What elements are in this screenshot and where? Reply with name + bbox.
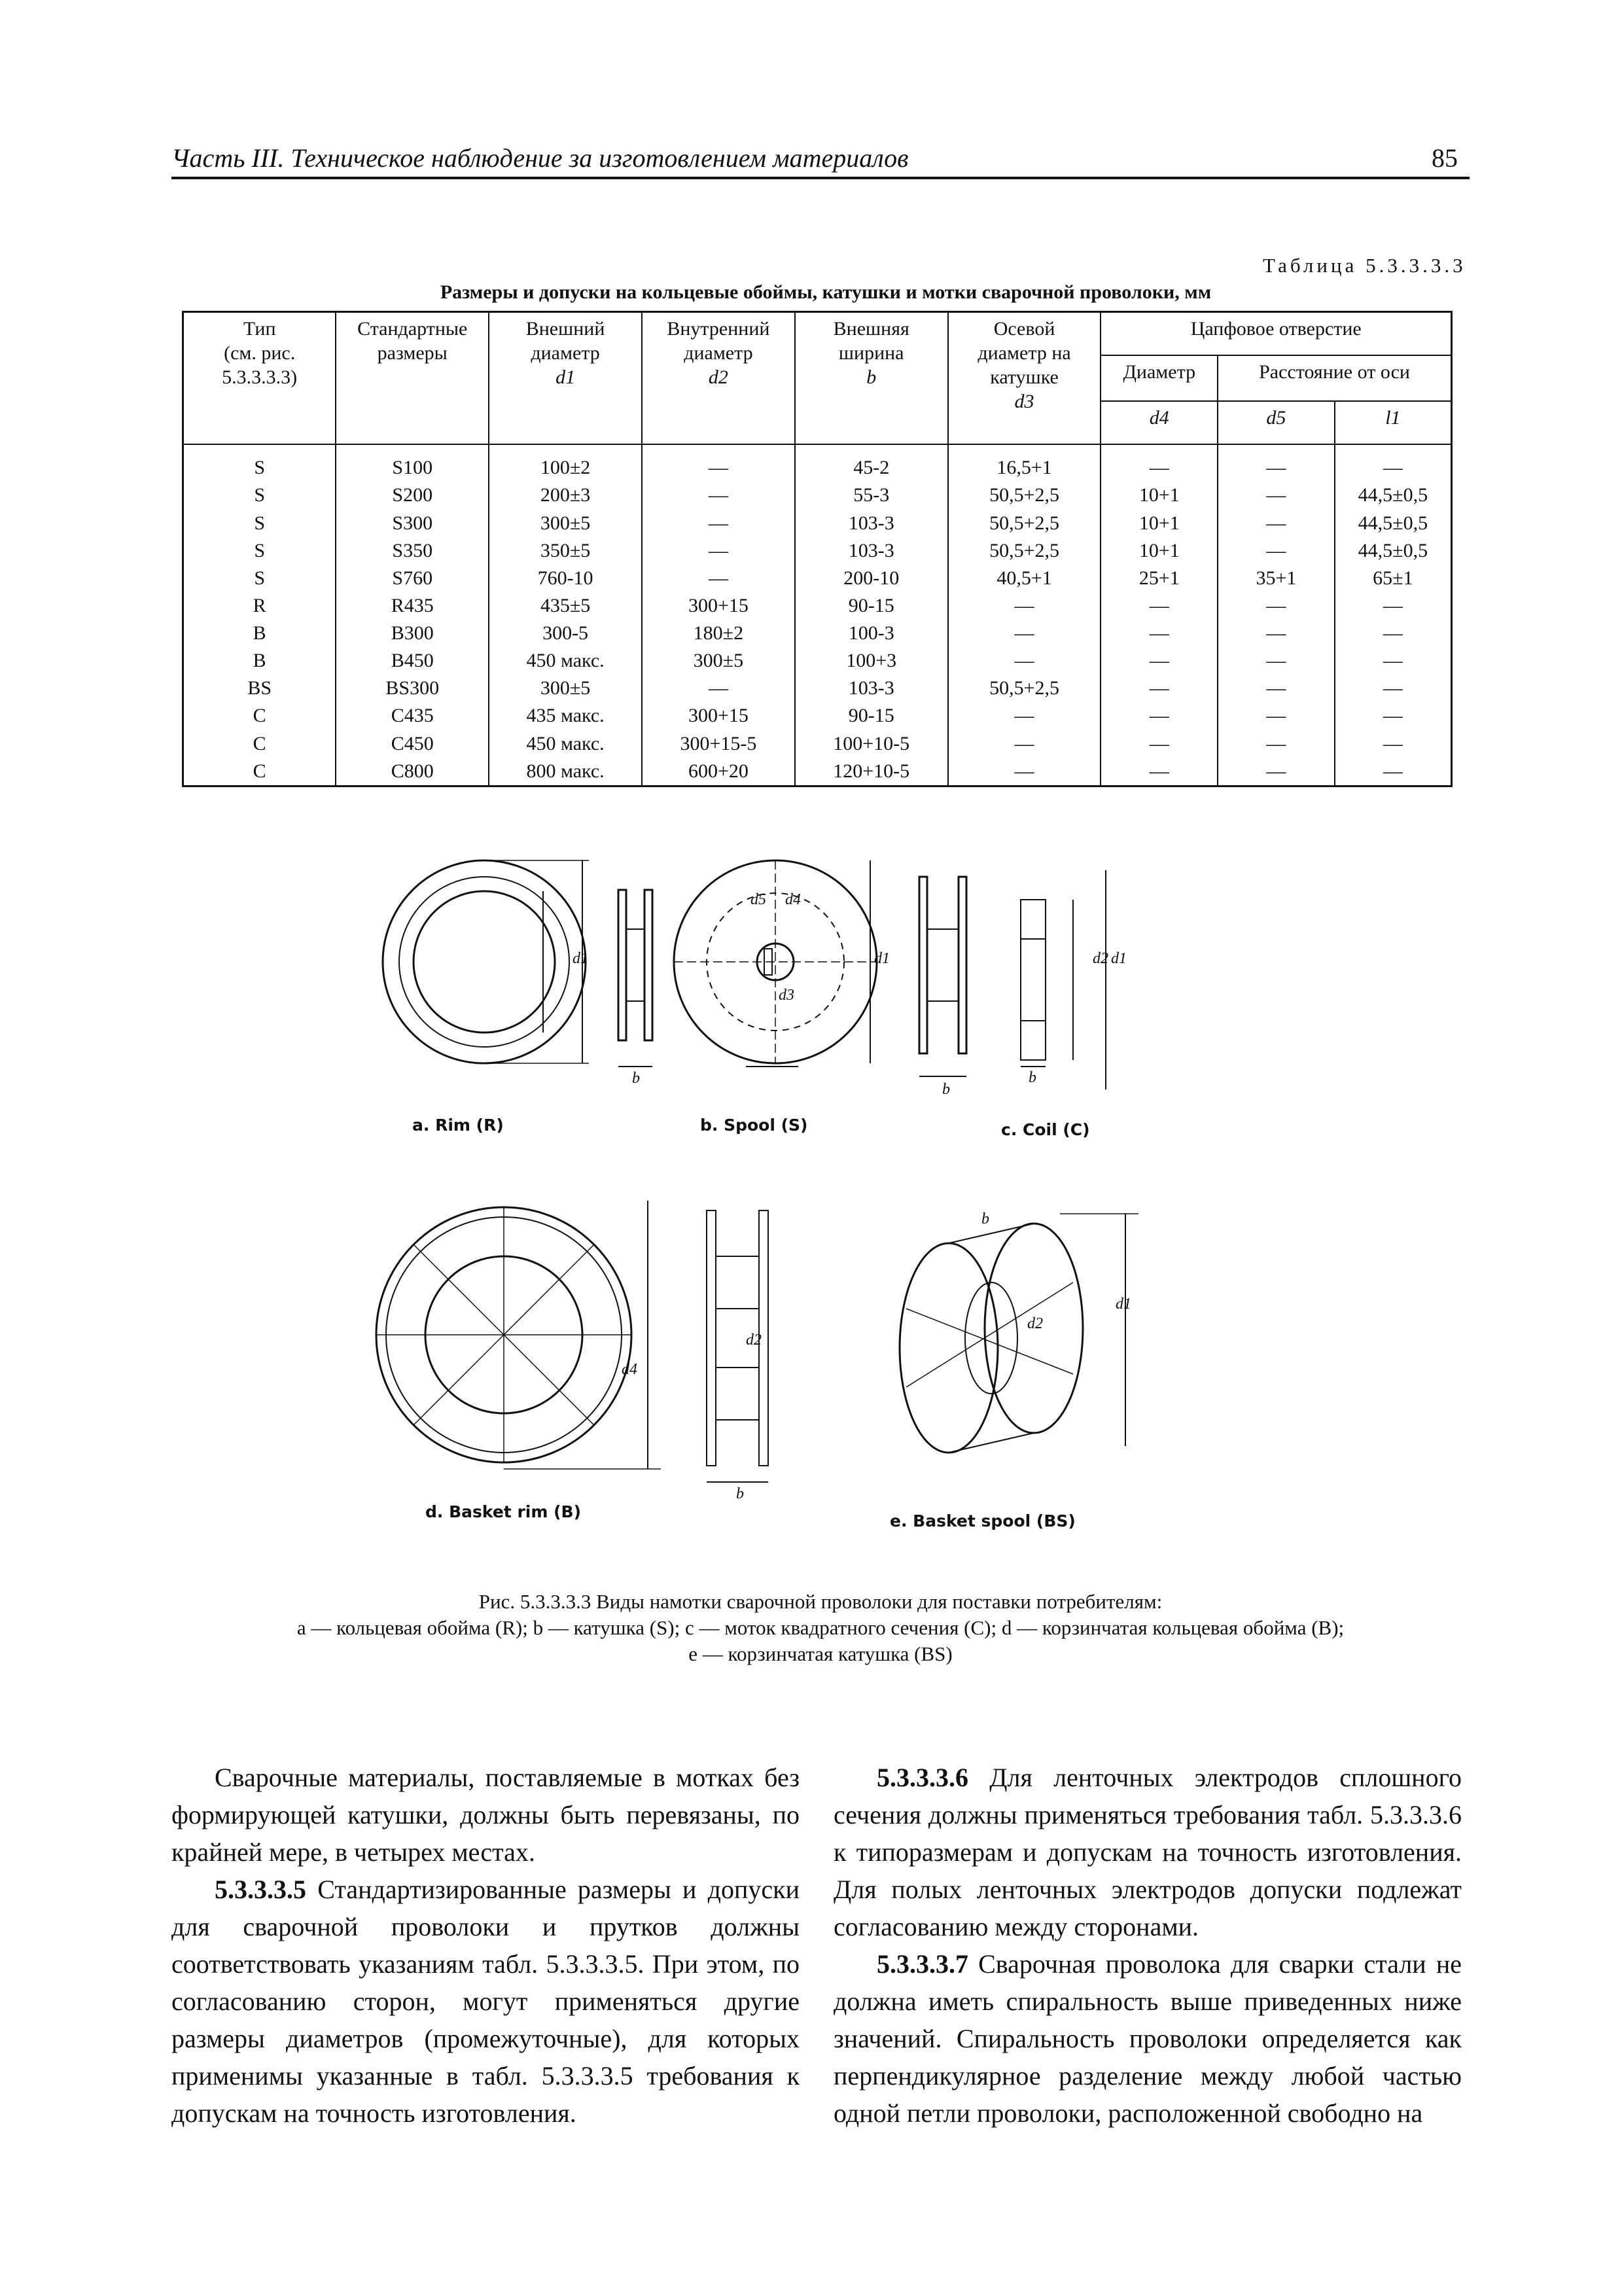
table-cell: — bbox=[1218, 444, 1335, 482]
table-cell: — bbox=[1218, 730, 1335, 758]
table-cell: — bbox=[1218, 758, 1335, 786]
table-cell: — bbox=[1101, 620, 1218, 647]
table-cell: 50,5+2,5 bbox=[948, 675, 1101, 702]
basket-spool-b-label: b bbox=[981, 1210, 989, 1227]
header-l1: l1 bbox=[1335, 401, 1452, 444]
table-cell: — bbox=[1218, 482, 1335, 509]
caption-rim: a. Rim (R) bbox=[412, 1116, 504, 1135]
table-cell: 760-10 bbox=[489, 565, 642, 592]
table-cell: 103-3 bbox=[795, 675, 948, 702]
table-cell: — bbox=[1101, 592, 1218, 620]
running-header: Часть III. Техническое наблюдение за изготовлением материалов bbox=[171, 143, 909, 173]
table-cell: 100+10-5 bbox=[795, 730, 948, 758]
table-cell: — bbox=[1101, 730, 1218, 758]
table-cell: 100+3 bbox=[795, 647, 948, 675]
basket-rim-b-label: b bbox=[736, 1485, 744, 1502]
table-cell: S350 bbox=[336, 537, 489, 565]
table-cell: B450 bbox=[336, 647, 489, 675]
table-cell: — bbox=[948, 730, 1101, 758]
table-cell: S200 bbox=[336, 482, 489, 509]
table-cell: 300±5 bbox=[642, 647, 795, 675]
header-outer-width: Внешняя ширина b bbox=[795, 312, 948, 444]
header-axial-diameter: Осевой диаметр на катушке d3 bbox=[948, 312, 1101, 444]
header-standard-sizes: Стандартные размеры bbox=[336, 312, 489, 444]
table-cell: BS300 bbox=[336, 675, 489, 702]
table-cell: — bbox=[1218, 675, 1335, 702]
table-cell: — bbox=[1335, 758, 1452, 786]
paragraph-5-3-3-3-6: 5.3.3.3.6 Для ленточных электродов сплошного сечения должны применяться требования табл. 5.3.3.3.6 к типоразмерам и допускам на точность изготовления. Для полых ленточных электродов допуски подлежат согласованию между сторонами. bbox=[834, 1763, 1462, 1941]
section-number: 5.3.3.3.6 bbox=[877, 1763, 968, 1792]
table-cell: — bbox=[1101, 675, 1218, 702]
table-cell: 44,5±0,5 bbox=[1335, 482, 1452, 509]
table-cell: 103-3 bbox=[795, 510, 948, 537]
figure-caption-line-1: Рис. 5.3.3.3.3 Виды намотки сварочной проволоки для поставки потребителям: bbox=[478, 1590, 1163, 1613]
table-cell: 180±2 bbox=[642, 620, 795, 647]
table-cell: 300-5 bbox=[489, 620, 642, 647]
table-cell: 16,5+1 bbox=[948, 444, 1101, 482]
table-row bbox=[183, 675, 1452, 702]
table-cell: — bbox=[948, 620, 1101, 647]
table-cell: S bbox=[183, 482, 336, 509]
table-cell: 100±2 bbox=[489, 444, 642, 482]
table-cell: C bbox=[183, 730, 336, 758]
section-number: 5.3.3.3.5 bbox=[215, 1875, 306, 1904]
rim-d1-label: d1 bbox=[573, 950, 588, 967]
table-cell: B bbox=[183, 620, 336, 647]
table-cell: 50,5+2,5 bbox=[948, 482, 1101, 509]
basket-spool-d2-label: d2 bbox=[1027, 1315, 1043, 1332]
table-row bbox=[183, 482, 1452, 509]
table-cell: 300+15-5 bbox=[642, 730, 795, 758]
table-cell: 10+1 bbox=[1101, 482, 1218, 509]
table-cell: — bbox=[1218, 702, 1335, 730]
table-cell: — bbox=[1335, 730, 1452, 758]
caption-basket-spool: e. Basket spool (BS) bbox=[890, 1511, 1076, 1530]
table-cell: 10+1 bbox=[1101, 537, 1218, 565]
header-rule bbox=[171, 177, 1470, 179]
page-number: 85 bbox=[1432, 143, 1458, 173]
header-pin-hole: Цапфовое отверстие bbox=[1101, 312, 1451, 355]
table-cell: 90-15 bbox=[795, 592, 948, 620]
table-row bbox=[183, 592, 1452, 620]
header-d4: d4 bbox=[1101, 401, 1218, 444]
figure-caption-line-2: а — кольцевая обойма (R); b — катушка (S); c — моток квадратного сечения (C); d — корзинчатая кольцевая обойма (B); bbox=[296, 1616, 1345, 1639]
table-row bbox=[183, 510, 1452, 537]
header-pin-distance: Расстояние от оси bbox=[1218, 355, 1451, 401]
figure-row-2 bbox=[353, 1178, 1217, 1505]
table-cell: 50,5+2,5 bbox=[948, 510, 1101, 537]
table-cell: S bbox=[183, 537, 336, 565]
table-cell: — bbox=[1218, 620, 1335, 647]
table-row bbox=[183, 620, 1452, 647]
coil-b-label: b bbox=[1029, 1069, 1036, 1086]
table-cell: 90-15 bbox=[795, 702, 948, 730]
table-cell: — bbox=[948, 758, 1101, 786]
table-cell: — bbox=[1218, 510, 1335, 537]
spool-d3-label: d3 bbox=[779, 987, 794, 1004]
table-cell: 450 макс. bbox=[489, 730, 642, 758]
caption-basket-rim: d. Basket rim (B) bbox=[425, 1502, 582, 1521]
table-cell: S100 bbox=[336, 444, 489, 482]
rim-b-label: b bbox=[632, 1070, 640, 1087]
figure-caption bbox=[171, 1589, 1470, 1667]
table-cell: — bbox=[1335, 592, 1452, 620]
table-cell: — bbox=[1335, 647, 1452, 675]
table-cell: 435 макс. bbox=[489, 702, 642, 730]
header-inner-diameter: Внутренний диаметр d2 bbox=[642, 312, 795, 444]
header-pin-diameter: Диаметр bbox=[1101, 355, 1218, 401]
table-row bbox=[183, 758, 1452, 786]
table-cell: — bbox=[642, 482, 795, 509]
table-cell: R bbox=[183, 592, 336, 620]
table-cell: S bbox=[183, 444, 336, 482]
caption-coil: c. Coil (C) bbox=[1001, 1120, 1090, 1139]
table-row bbox=[183, 702, 1452, 730]
table-cell: 200-10 bbox=[795, 565, 948, 592]
table-cell: — bbox=[1218, 537, 1335, 565]
table-cell: 35+1 bbox=[1218, 565, 1335, 592]
table-cell: — bbox=[1218, 647, 1335, 675]
body-left-column bbox=[171, 1759, 800, 2132]
table-cell: B bbox=[183, 647, 336, 675]
table-cell: — bbox=[1101, 647, 1218, 675]
table-cell: R435 bbox=[336, 592, 489, 620]
table-cell: 800 макс. bbox=[489, 758, 642, 786]
table-cell: — bbox=[1101, 702, 1218, 730]
table-cell: 44,5±0,5 bbox=[1335, 510, 1452, 537]
table-cell: S760 bbox=[336, 565, 489, 592]
table-cell: 103-3 bbox=[795, 537, 948, 565]
table-cell: 300+15 bbox=[642, 592, 795, 620]
table-cell: — bbox=[1335, 675, 1452, 702]
table-cell: — bbox=[1335, 444, 1452, 482]
table-cell: 40,5+1 bbox=[948, 565, 1101, 592]
table-cell: 50,5+2,5 bbox=[948, 537, 1101, 565]
section-number: 5.3.3.3.7 bbox=[877, 1949, 968, 1979]
table-cell: — bbox=[642, 565, 795, 592]
table-row bbox=[183, 537, 1452, 565]
table-label: Таблица 5.3.3.3.3 bbox=[1263, 254, 1466, 277]
table-cell: BS bbox=[183, 675, 336, 702]
spool-d5-label: d5 bbox=[750, 891, 766, 908]
table-cell: — bbox=[948, 647, 1101, 675]
table-row bbox=[183, 444, 1452, 482]
table-row bbox=[183, 647, 1452, 675]
table-cell: C450 bbox=[336, 730, 489, 758]
paragraph-5-3-3-3-5: 5.3.3.3.5 Стандартизированные размеры и допуски для сварочной проволоки и прутков должны соответствовать указаниям табл. 5.3.3.3.5. При этом, по согласованию сторон, могут применяться другие размеры диаметров (промежуточные), для которых применимы указанные в табл. 5.3.3.3.5 требования к допускам на точность изготовления. bbox=[171, 1875, 800, 2128]
coil-d1-label: d1 bbox=[1111, 950, 1127, 967]
table-cell: 600+20 bbox=[642, 758, 795, 786]
figure-caption-line-3: е — корзинчатая катушка (BS) bbox=[688, 1642, 953, 1665]
table-cell: C435 bbox=[336, 702, 489, 730]
paragraph-5-3-3-3-7: 5.3.3.3.7 Сварочная проволока для сварки стали не должна иметь спиральность выше приведенных ниже значений. Спиральность проволоки определяется как перпендикулярное разделение между любой частью одной петли проволоки, расположенной свободно на bbox=[834, 1949, 1462, 2128]
table-cell: 350±5 bbox=[489, 537, 642, 565]
table-cell: — bbox=[642, 510, 795, 537]
table-cell: — bbox=[642, 444, 795, 482]
table-cell: 10+1 bbox=[1101, 510, 1218, 537]
table-cell: 45-2 bbox=[795, 444, 948, 482]
body-right-column bbox=[834, 1759, 1462, 2132]
header-d5: d5 bbox=[1218, 401, 1335, 444]
table-cell: B300 bbox=[336, 620, 489, 647]
table-cell: 44,5±0,5 bbox=[1335, 537, 1452, 565]
paragraph-bundled-coils: Сварочные материалы, поставляемые в мотках без формирующей катушки, должны быть перевязаны, по крайней мере, в четырех местах. bbox=[171, 1763, 800, 1867]
rim-drawing bbox=[383, 860, 1106, 1089]
table-row bbox=[183, 730, 1452, 758]
header-outer-diameter: Внешний диаметр d1 bbox=[489, 312, 642, 444]
table-cell: S bbox=[183, 565, 336, 592]
header-type: Тип (см. рис. 5.3.3.3.3) bbox=[183, 312, 336, 444]
table-cell: 200±3 bbox=[489, 482, 642, 509]
table-cell: 300±5 bbox=[489, 675, 642, 702]
table-cell: 300±5 bbox=[489, 510, 642, 537]
table-title: Размеры и допуски на кольцевые обоймы, катушки и мотки сварочной проволоки, мм bbox=[440, 281, 1212, 303]
table-cell: S bbox=[183, 510, 336, 537]
table-cell: — bbox=[948, 702, 1101, 730]
coil-d2-label: d2 bbox=[1093, 950, 1108, 967]
table-cell: C bbox=[183, 702, 336, 730]
table-cell: 450 макс. bbox=[489, 647, 642, 675]
table-cell: S300 bbox=[336, 510, 489, 537]
table-cell: C bbox=[183, 758, 336, 786]
table-cell: — bbox=[1101, 444, 1218, 482]
table-cell: 300+15 bbox=[642, 702, 795, 730]
table-cell: — bbox=[642, 675, 795, 702]
table-row bbox=[183, 565, 1452, 592]
basket-rim-d4-label: d4 bbox=[622, 1361, 637, 1378]
basket-rim-d2-label: d2 bbox=[746, 1332, 762, 1349]
dimensions-table bbox=[182, 311, 1453, 787]
basket-spool-d1-label: d1 bbox=[1116, 1296, 1131, 1313]
table-cell: — bbox=[1101, 758, 1218, 786]
table-cell: 65±1 bbox=[1335, 565, 1452, 592]
table-cell: 435±5 bbox=[489, 592, 642, 620]
table-cell: C800 bbox=[336, 758, 489, 786]
table-cell: — bbox=[948, 592, 1101, 620]
table-cell: 55-3 bbox=[795, 482, 948, 509]
spool-d4-label: d4 bbox=[785, 891, 801, 908]
figure-row-1 bbox=[366, 851, 1138, 1125]
table-cell: 120+10-5 bbox=[795, 758, 948, 786]
table-cell: — bbox=[642, 537, 795, 565]
table-cell: — bbox=[1335, 702, 1452, 730]
table-cell: — bbox=[1218, 592, 1335, 620]
spool-b-label: b bbox=[942, 1081, 950, 1098]
table-cell: 100-3 bbox=[795, 620, 948, 647]
spool-d1-label: d1 bbox=[874, 950, 890, 967]
table-cell: 25+1 bbox=[1101, 565, 1218, 592]
caption-spool: b. Spool (S) bbox=[700, 1116, 808, 1135]
table-cell: — bbox=[1335, 620, 1452, 647]
